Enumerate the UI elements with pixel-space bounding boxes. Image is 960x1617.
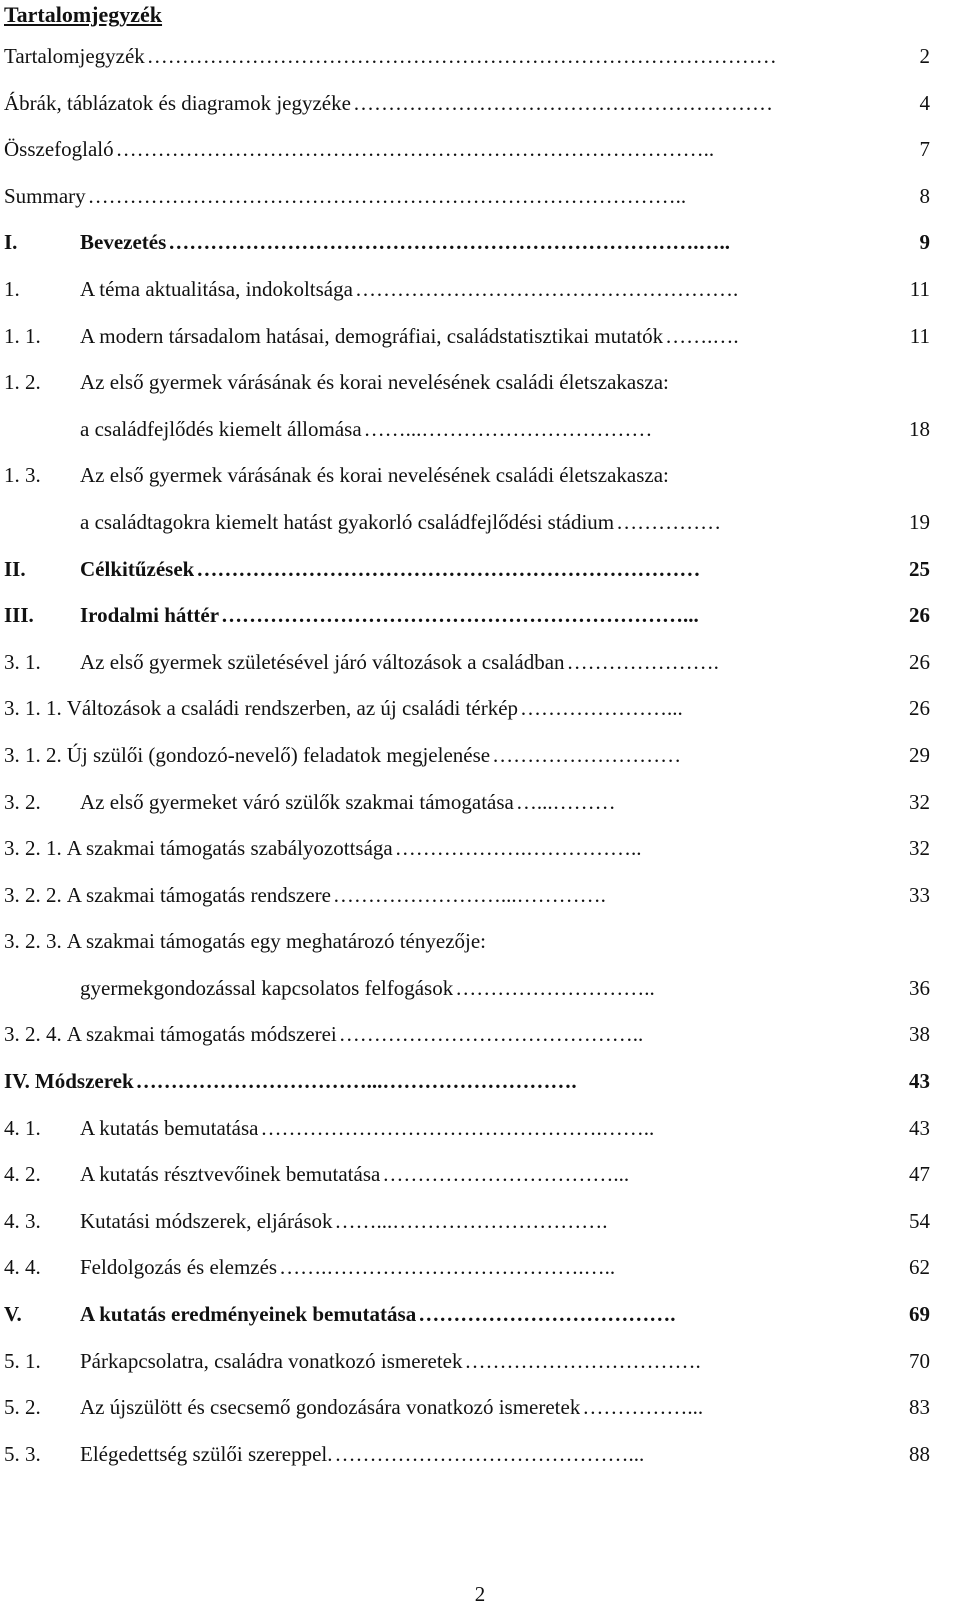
toc-entry-page: 11	[909, 323, 930, 348]
toc-entry-label: A kutatás résztvevőinek bemutatása	[80, 1162, 381, 1187]
toc-entry-label: A szakmai támogatás egy meghatározó tényezője:	[66, 929, 487, 954]
toc-entry-number: 5. 3.	[4, 1441, 41, 1466]
toc-dot-leader: ……………………………………………….	[354, 276, 739, 301]
toc-dot-leader: …………………………………………………………………………..	[87, 183, 687, 208]
toc-entry-number: 4. 3.	[4, 1208, 41, 1233]
toc-entry-label: Az újszülött és csecsemő gondozására vonatkozó ismeretek	[80, 1395, 581, 1420]
toc-entry	[4, 367, 930, 414]
toc-entry-page: 70	[909, 1348, 930, 1373]
toc-dot-leader: ……………	[616, 509, 722, 534]
toc-entry	[4, 600, 930, 647]
toc-dot-leader: ………………………………………………………………….…..	[168, 230, 731, 255]
toc-entry-label: Irodalmi háttér	[80, 603, 220, 628]
toc-entry-page: 33	[909, 882, 930, 907]
toc-entry-label: Változások a családi rendszerben, az új családi térkép	[66, 696, 519, 721]
toc-entry-page: 18	[909, 416, 930, 441]
toc-entry	[4, 787, 930, 834]
toc-entry-number: 4. 2.	[4, 1162, 41, 1187]
toc-dot-leader: …….….	[665, 323, 739, 348]
toc-entry	[4, 1206, 930, 1253]
toc-entry-label: Az első gyermek várásának és korai nevelésének családi életszakasza:	[80, 463, 669, 488]
toc-entry-number: 3. 1.	[4, 649, 41, 674]
toc-entry	[4, 740, 930, 787]
toc-entry	[4, 134, 930, 181]
toc-entry	[4, 274, 930, 321]
toc-entry-number: 1. 2.	[4, 370, 41, 395]
toc-entry-label: A kutatás bemutatása	[80, 1115, 259, 1140]
toc-entry	[4, 414, 930, 461]
toc-entry-page: 69	[909, 1302, 930, 1327]
toc-dot-leader: ………………….	[566, 649, 719, 674]
toc-dot-leader: ……………………...………….	[332, 882, 606, 907]
toc-entry-label: A téma aktualitása, indokoltsága	[80, 276, 353, 301]
toc-entry	[4, 1159, 930, 1206]
toc-dot-leader: ……………………………...	[382, 1162, 630, 1187]
toc-entry-label: Összefoglaló	[4, 137, 114, 162]
toc-entry-number: 3. 1. 2.	[4, 742, 62, 767]
toc-entry-number: III.	[4, 603, 34, 628]
toc-dot-leader: ……...………………………….	[334, 1208, 608, 1233]
toc-entry-number: I.	[4, 230, 18, 255]
toc-entry	[4, 1066, 930, 1113]
toc-entry	[4, 926, 930, 973]
toc-entry-number: 3. 2. 2.	[4, 882, 62, 907]
toc-entry	[4, 1252, 930, 1299]
toc-entry-number: 1.	[4, 276, 20, 301]
toc-entry-page: 26	[909, 696, 930, 721]
toc-entry-label: Tartalomjegyzék	[4, 44, 145, 68]
toc-entry-number: 5. 1.	[4, 1348, 41, 1373]
toc-dot-leader: ……………………………….	[418, 1302, 676, 1327]
toc-entry-number: 3. 2. 4.	[4, 1022, 62, 1047]
toc-entry	[4, 1113, 930, 1160]
toc-entry-page: 19	[909, 509, 930, 534]
toc-entry-page: 7	[919, 137, 930, 162]
toc-dot-leader: ………………………	[492, 742, 682, 767]
toc-entry-label: A kutatás eredményeinek bemutatása	[80, 1302, 417, 1327]
toc-dot-leader: …………………………….	[464, 1348, 701, 1373]
toc-entry	[4, 507, 930, 554]
toc-dot-leader: ……………………………………..	[338, 1022, 644, 1047]
toc-entry	[4, 973, 930, 1020]
toc-entry-page: 47	[909, 1162, 930, 1187]
toc-dot-leader: …………………………………………………………...	[221, 603, 699, 628]
toc-entry	[4, 1439, 930, 1486]
toc-entry-page: 83	[909, 1395, 930, 1420]
toc-dot-leader: ……………...	[582, 1395, 704, 1420]
toc-entry-label: Kutatási módszerek, eljárások	[80, 1208, 333, 1233]
toc-entry	[4, 647, 930, 694]
toc-dot-leader: …………………………………………………………………………..	[115, 137, 715, 162]
toc-entry-label: Az első gyermek várásának és korai nevelésének családi életszakasza:	[80, 370, 669, 395]
toc-entry-label: Feldolgozás és elemzés	[80, 1255, 278, 1280]
toc-entry-label: A modern társadalom hatásai, demográfiai, családstatisztikai mutatók	[80, 323, 664, 348]
toc-dot-leader: ………………………..	[455, 975, 655, 1000]
toc-entry-page: 38	[909, 1022, 930, 1047]
toc-entry	[4, 1299, 930, 1346]
toc-entry-label: Célkitűzések	[80, 556, 195, 581]
toc-entry-page: 43	[909, 1115, 930, 1140]
page-number: 2	[474, 1582, 486, 1606]
toc-dot-leader: ……………………………...……………………….	[135, 1069, 577, 1094]
toc-entry	[4, 693, 930, 740]
toc-entry	[4, 181, 930, 228]
toc-entry-number: 3. 2. 3.	[4, 929, 62, 954]
toc-entry-label: Új szülői (gondozó-nevelő) feladatok megjelenése	[66, 742, 491, 767]
toc-dot-leader: ………………………………………….……..	[260, 1115, 655, 1140]
toc-entry-number: 4. 1.	[4, 1115, 41, 1140]
toc-entry-label: Módszerek	[34, 1069, 134, 1094]
toc-entry-page: 32	[909, 836, 930, 861]
toc-dot-leader: ……………….……………..	[394, 836, 642, 861]
toc-entry-number: II.	[4, 556, 26, 581]
toc-entry-page: 29	[909, 742, 930, 767]
toc-entry	[4, 41, 930, 88]
toc-entry-page: 43	[909, 1069, 930, 1094]
toc-entry-page: 4	[919, 90, 930, 115]
toc-entry-number: 1. 3.	[4, 463, 41, 488]
toc-entry-label: Bevezetés	[80, 230, 167, 255]
toc-entry-label: gyermekgondozással kapcsolatos felfogások	[80, 975, 454, 1000]
toc-entry-page: 11	[909, 276, 930, 301]
toc-entry-label: Elégedettség szülői szereppel.	[80, 1441, 333, 1466]
toc-entry	[4, 88, 930, 135]
toc-dot-leader: ……………………………………………………	[352, 90, 773, 115]
toc-dot-leader: …………………...	[520, 696, 683, 721]
toc-entry-page: 32	[909, 789, 930, 814]
toc-entry	[4, 321, 930, 368]
toc-entry-page: 25	[909, 556, 930, 581]
toc-entry-page: 8	[919, 183, 930, 208]
toc-dot-leader: ………………………………………………………………………………	[146, 44, 777, 68]
toc-entry-page: 54	[909, 1208, 930, 1233]
toc-entry	[4, 880, 930, 927]
toc-entry-page: 26	[909, 649, 930, 674]
toc-entry	[4, 554, 930, 601]
toc-dot-leader: ………………………………………………………………	[196, 556, 701, 581]
toc-entry	[4, 833, 930, 880]
toc-entry-label: A szakmai támogatás rendszere	[66, 882, 331, 907]
toc-entry-number: IV.	[4, 1069, 30, 1094]
toc-entry	[4, 460, 930, 507]
toc-entry-page: 9	[919, 230, 930, 255]
toc-entry-page: 26	[909, 603, 930, 628]
toc-entry	[4, 1019, 930, 1066]
toc-entry-label: Az első gyermek születésével járó változások a családban	[80, 649, 565, 674]
toc-entry-page: 62	[909, 1255, 930, 1280]
table-of-contents	[4, 41, 930, 1485]
toc-entry-label: Summary	[4, 183, 86, 208]
toc-dot-leader: …….……………………………….…..	[279, 1255, 616, 1280]
toc-entry-number: 3. 2.	[4, 789, 41, 814]
toc-entry-number: 5. 2.	[4, 1395, 41, 1420]
toc-dot-leader: …...………	[515, 789, 616, 814]
toc-entry-number: 1. 1.	[4, 323, 41, 348]
toc-entry-label: A szakmai támogatás módszerei	[66, 1022, 337, 1047]
toc-entry	[4, 1346, 930, 1393]
toc-entry-label: Párkapcsolatra, családra vonatkozó ismeretek	[80, 1348, 463, 1373]
toc-entry-label: a családtagokra kiemelt hatást gyakorló családfejlődési stádium	[80, 509, 615, 534]
toc-entry-number: V.	[4, 1302, 22, 1327]
toc-entry	[4, 227, 930, 274]
toc-entry-page: 2	[919, 44, 930, 68]
toc-entry-number: 3. 1. 1.	[4, 696, 62, 721]
toc-dot-leader: ……...……………………………	[363, 416, 653, 441]
toc-entry-number: 4. 4.	[4, 1255, 41, 1280]
toc-entry	[4, 1392, 930, 1439]
toc-entry-label: a családfejlődés kiemelt állomása	[80, 416, 362, 441]
toc-entry-label: A szakmai támogatás szabályozottsága	[66, 836, 393, 861]
toc-entry-number: 3. 2. 1.	[4, 836, 62, 861]
page-title: Tartalomjegyzék	[4, 2, 163, 27]
toc-dot-leader: ……………………………………...	[334, 1441, 645, 1466]
toc-entry-page: 36	[909, 975, 930, 1000]
toc-entry-label: Ábrák, táblázatok és diagramok jegyzéke	[4, 90, 351, 115]
toc-entry-page: 88	[909, 1441, 930, 1466]
toc-entry-label: Az első gyermeket váró szülők szakmai támogatása	[80, 789, 514, 814]
